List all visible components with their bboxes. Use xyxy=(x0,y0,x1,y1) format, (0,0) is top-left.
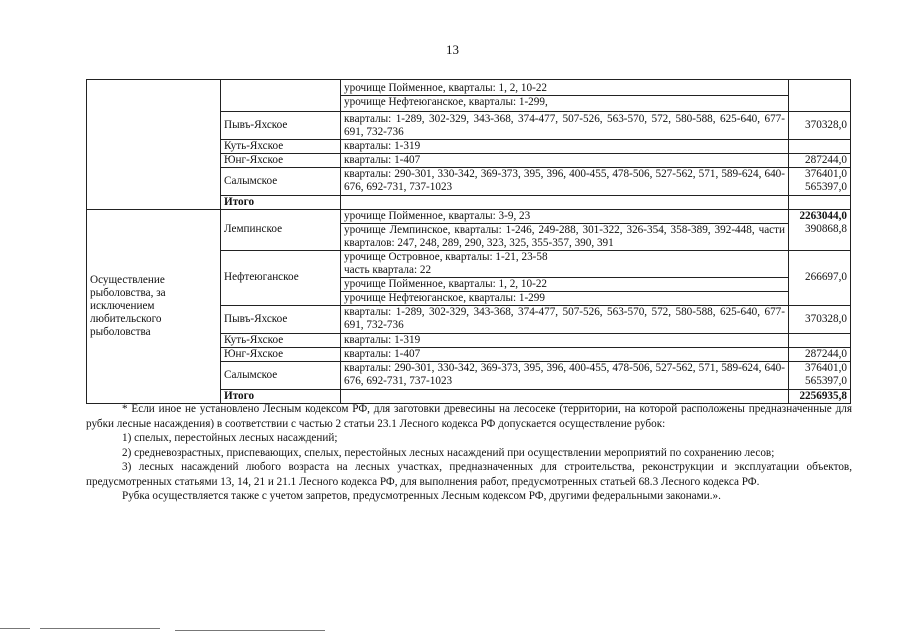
area-value-cell xyxy=(789,209,851,250)
quarters-line: урочище Островное, кварталы: 1-21, 23-58 xyxy=(344,250,548,263)
footnote-closing: Рубка осуществляется также с учетом запретов, предусмотренных Лесным кодексом РФ, другими федеральными законами.». xyxy=(122,490,721,503)
footnote-item: 3) лесных насаждений любого возраста на лесных участках, предназначенных для строительства, реконструкции и эксплуатации объектов, предусмотренных статьями 13, 14, 21 и 21.1 Лесного кодекса РФ, для выполнения работ, предусмотренных статьей 68.3 Лесного кодекса РФ. xyxy=(86,461,852,488)
quarters-line: урочище Пойменное, кварталы: 1, 2, 10-22 xyxy=(344,82,548,95)
forestry-name-cell: Куть-Яхское xyxy=(221,333,341,347)
area-value-cell: 370328,0 xyxy=(789,305,851,333)
scan-line xyxy=(40,628,160,629)
forestry-name-cell: Пывъ-Яхское xyxy=(221,112,341,140)
forestry-name-cell: Пывъ-Яхское xyxy=(221,305,341,333)
area-value-top: 376401,0 xyxy=(805,168,847,181)
area-value: 565397,0 xyxy=(805,181,847,194)
quarters-line: урочище Нефтеюганское, кварталы: 1-299 xyxy=(341,291,788,305)
quarters-cell xyxy=(341,80,789,112)
scan-line xyxy=(175,630,325,631)
area-value-top: 2263044,0 xyxy=(799,209,847,222)
footnotes xyxy=(86,402,852,504)
total-value-cell xyxy=(789,195,851,209)
area-value-cell xyxy=(789,140,851,154)
quarters-cell: кварталы: 1-319 xyxy=(341,140,789,154)
quarters-cell: кварталы: 1-319 xyxy=(341,333,789,347)
quarters-cell: кварталы: 1-407 xyxy=(341,347,789,361)
area-value-cell xyxy=(789,361,851,389)
table-row xyxy=(87,80,851,112)
quarters-cell: кварталы: 290-301, 330-342, 369-373, 395, 396, 400-455, 478-506, 527-562, 571, 589-624, 640-676, 692-731, 737-1023 xyxy=(341,167,789,195)
quarters-line: урочище Нефтеюганское, кварталы: 1-299, xyxy=(341,95,788,109)
forestry-name-cell: Юнг-Яхское xyxy=(221,347,341,361)
forestry-name-cell xyxy=(221,80,341,112)
table-row xyxy=(87,209,851,250)
quarters-cell: кварталы: 1-289, 302-329, 343-368, 374-477, 507-526, 563-570, 572, 580-588, 625-640, 677-691, 732-736 xyxy=(341,112,789,140)
total-label-cell: Итого xyxy=(221,389,341,403)
quarters-cell xyxy=(341,250,789,305)
forest-usage-table xyxy=(86,79,851,404)
quarters-line: урочище Пойменное, кварталы: 3-9, 23 xyxy=(344,209,531,222)
forestry-name-cell: Салымское xyxy=(221,167,341,195)
area-value: 390868,8 xyxy=(805,222,847,235)
forestry-name-cell: Куть-Яхское xyxy=(221,140,341,154)
page-number: 13 xyxy=(446,42,459,57)
footnote-intro: * Если иное не установлено Лесным кодексом РФ, для заготовки древесины на лесосеке (территории, на которой расположены предназначенные для рубки лесные насаждения) в соответствии с частью 2 статьи 23.1 Лесного кодекса РФ допускается осуществление рубок: xyxy=(86,403,852,430)
quarters-cell: кварталы: 290-301, 330-342, 369-373, 395, 396, 400-455, 478-506, 527-562, 571, 589-624, 640-676, 692-731, 737-1023 xyxy=(341,361,789,389)
area-value-cell: 287244,0 xyxy=(789,347,851,361)
total-label-cell: Итого xyxy=(221,195,341,209)
area-value-cell: 266697,0 xyxy=(789,250,851,305)
footnote-item: 1) спелых, перестойных лесных насаждений; xyxy=(122,432,338,445)
forestry-name-cell: Юнг-Яхское xyxy=(221,153,341,167)
area-value-cell: 370328,0 xyxy=(789,112,851,140)
area-value-cell xyxy=(789,167,851,195)
area-value: 565397,0 xyxy=(805,375,847,388)
quarters-cell: кварталы: 1-289, 302-329, 343-368, 374-477, 507-526, 563-570, 572, 580-588, 625-640, 677-691, 732-736 xyxy=(341,305,789,333)
total-value-cell: 2256935,8 xyxy=(789,389,851,403)
footnote-item: 2) средневозрастных, приспевающих, спелых, перестойных лесных насаждений при осуществлении мероприятий по сохранению лесов; xyxy=(122,446,775,459)
area-value-cell xyxy=(789,80,851,112)
forestry-name-cell: Нефтеюганское xyxy=(221,250,341,305)
quarters-line: урочище Пойменное, кварталы: 1, 2, 10-22 xyxy=(341,277,788,291)
quarters-line: часть квартала: 22 xyxy=(344,263,432,276)
area-value-top: 376401,0 xyxy=(805,362,847,375)
scan-line xyxy=(0,628,30,629)
area-value-cell xyxy=(789,333,851,347)
usage-category-cell: Осуществление рыболовства, за исключением любительского рыболовства xyxy=(87,209,221,403)
quarters-cell xyxy=(341,209,789,250)
area-value-cell: 287244,0 xyxy=(789,153,851,167)
forestry-name-cell: Салымское xyxy=(221,361,341,389)
quarters-line: урочище Лемпинское, кварталы: 1-246, 249-288, 301-322, 326-354, 358-389, 392-448, части кварталов: 247, 248, 289, 290, 323, 325, 355-357, 390, 391 xyxy=(341,223,788,250)
forestry-name-cell: Лемпинское xyxy=(221,209,341,250)
quarters-cell: кварталы: 1-407 xyxy=(341,153,789,167)
usage-category-cell xyxy=(87,80,221,210)
